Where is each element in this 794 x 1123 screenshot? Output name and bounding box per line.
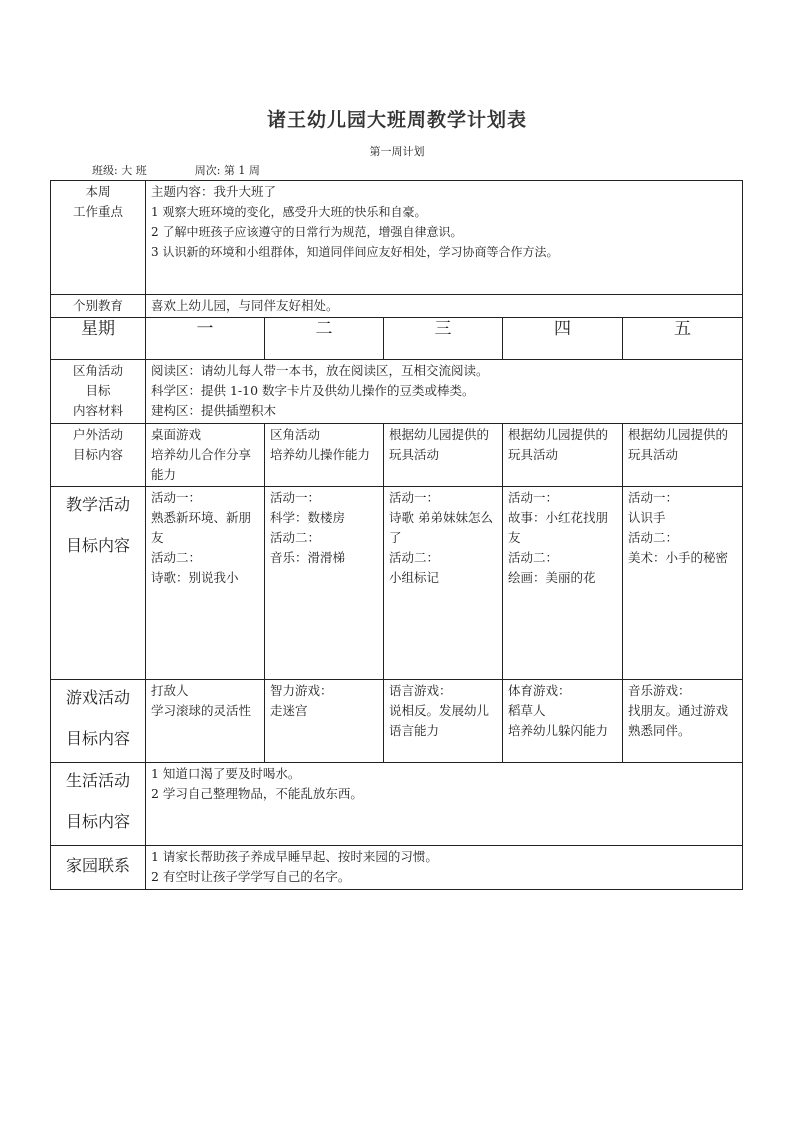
outdoor-day-1: 桌面游戏 培养幼儿合作分享能力	[146, 424, 265, 487]
game-day-2: 智力游戏： 走迷宫	[265, 680, 384, 763]
row-game-activity	[51, 680, 743, 763]
game-day-5: 音乐游戏： 找朋友。通过游戏熟悉同伴。	[623, 680, 743, 763]
teaching-day-4: 活动一： 故事：小红花找朋友 活动二： 绘画：美丽的花	[503, 487, 623, 680]
weekday-2: 二	[265, 318, 384, 360]
teaching-day-1: 活动一： 熟悉新环境、新朋友 活动二： 诗歌：别说我小	[146, 487, 265, 680]
weekday-4: 四	[503, 318, 623, 360]
meta-line	[92, 162, 260, 178]
label-weekly-focus: 本周 工作重点	[51, 181, 146, 295]
teaching-day-3: 活动一： 诗歌 弟弟妹妹怎么了 活动二： 小组标记	[384, 487, 503, 680]
row-life-activity	[51, 763, 743, 846]
label-area-activity: 区角活动 目标 内容材料	[51, 360, 146, 424]
teaching-day-2: 活动一： 科学：数楼房 活动二： 音乐：滑滑梯	[265, 487, 384, 680]
weekly-focus-content: 主题内容：我升大班了 1 观察大班环境的变化，感受升大班的快乐和自豪。 2 了解中班孩子应该遵守的日常行为规范，增强自律意识。 3 认识新的环境和小组群体，知道同伴间应友好相处，学习协商等合作方法。	[146, 181, 743, 295]
row-outdoor-activity	[51, 424, 743, 487]
label-outdoor-activity: 户外活动 目标内容	[51, 424, 146, 487]
class-label: 班级: 大 班	[92, 164, 147, 177]
home-contact-content: 1 请家长帮助孩子养成早睡早起、按时来园的习惯。 2 有空时让孩子学学写自己的名字。	[146, 846, 743, 890]
label-teaching-activity: 教学活动 目标内容	[51, 487, 146, 680]
label-home-contact: 家园联系	[51, 846, 146, 890]
row-area-activity	[51, 360, 743, 424]
weekday-1: 一	[146, 318, 265, 360]
row-weekdays	[51, 318, 743, 360]
page-subtitle: 第一周计划	[369, 145, 425, 158]
row-individual-education	[51, 295, 743, 318]
label-life-activity: 生活活动 目标内容	[51, 763, 146, 846]
game-day-4: 体育游戏： 稻草人 培养幼儿躲闪能力	[503, 680, 623, 763]
row-teaching-activity	[51, 487, 743, 680]
outdoor-day-2: 区角活动 培养幼儿操作能力	[265, 424, 384, 487]
page-title: 诸王幼儿园大班周教学计划表	[266, 109, 527, 131]
label-weekday: 星期	[51, 318, 146, 360]
outdoor-day-4: 根据幼儿园提供的玩具活动	[503, 424, 623, 487]
teaching-day-5: 活动一： 认识手 活动二： 美术：小手的秘密	[623, 487, 743, 680]
life-activity-content: 1 知道口渴了要及时喝水。 2 学习自己整理物品，不能乱放东西。	[146, 763, 743, 846]
game-day-3: 语言游戏： 说相反。发展幼儿语言能力	[384, 680, 503, 763]
label-game-activity: 游戏活动 目标内容	[51, 680, 146, 763]
area-activity-content: 阅读区：请幼儿每人带一本书，放在阅读区，互相交流阅读。 科学区：提供 1-10 数字卡片及供幼儿操作的豆类或棒类。 建构区：提供插塑积木	[146, 360, 743, 424]
label-individual-education: 个别教育	[51, 295, 146, 318]
game-day-1: 打敌人 学习滚球的灵活性	[146, 680, 265, 763]
weekday-3: 三	[384, 318, 503, 360]
outdoor-day-5: 根据幼儿园提供的玩具活动	[623, 424, 743, 487]
week-label: 周次: 第 1 周	[194, 164, 260, 177]
row-weekly-focus	[51, 181, 743, 295]
weekday-5: 五	[623, 318, 743, 360]
weekly-plan-table	[50, 180, 743, 890]
individual-education-content: 喜欢上幼儿园，与同伴友好相处。	[146, 295, 743, 318]
row-home-contact	[51, 846, 743, 890]
outdoor-day-3: 根据幼儿园提供的玩具活动	[384, 424, 503, 487]
